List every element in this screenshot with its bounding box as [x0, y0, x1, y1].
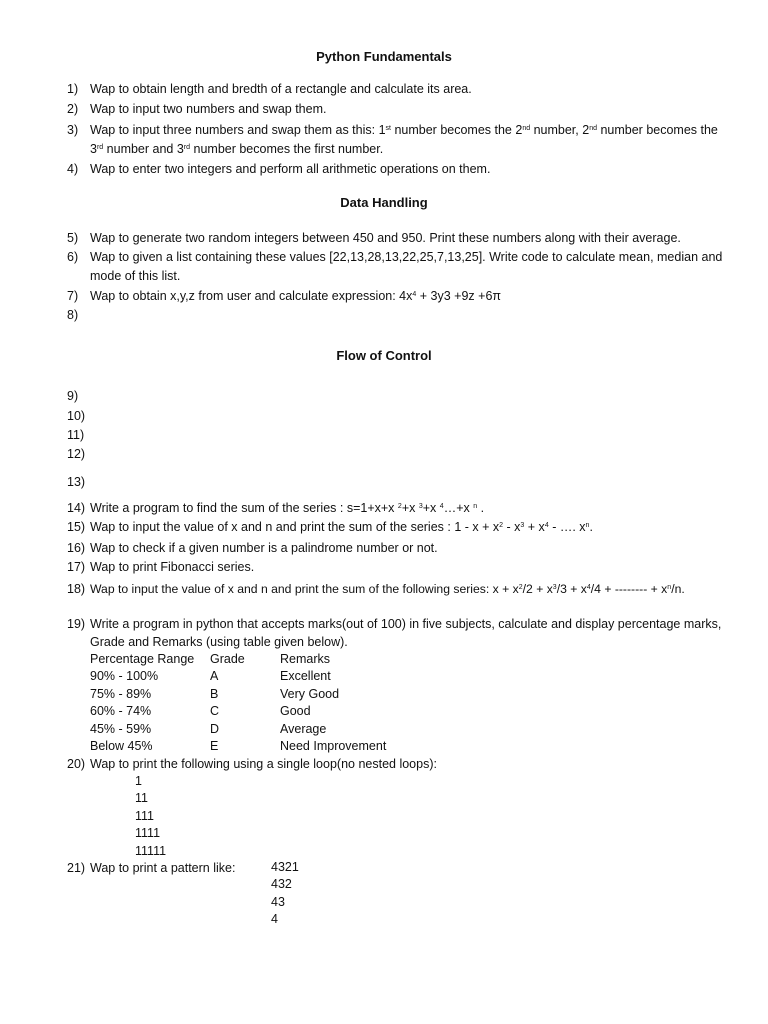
question-8-number: 8) — [67, 308, 79, 322]
question-number: 19) — [67, 617, 86, 631]
question-number: 17) — [67, 560, 86, 574]
table-cell: C — [210, 704, 220, 719]
question-18 — [67, 580, 757, 599]
question-text: Wap to input the value of x and n and print the sum of the following series: $x + x^2/2 + x^3/3 + x^4/4$ + -------- + $x^n/n$. — [90, 582, 685, 596]
question-text: Wap to obtain length and bredth of a rectangle and calculate its area. — [90, 82, 472, 96]
pattern-line: 1 — [135, 774, 142, 788]
question-text: Wap to generate two random integers between 450 and 950. Print these numbers along with their average. — [90, 231, 681, 245]
header-remarks: Remarks — [280, 652, 331, 666]
question-text: Wap to check if a given number is a palindrome number or not. — [90, 541, 438, 555]
question-text: Write a program to find the sum of the series : s=1+x+x $^2$+x $^3$+x $^4$…+x $^n$ . — [90, 501, 485, 515]
question-number: 2) — [67, 102, 79, 116]
question-3 — [67, 121, 727, 159]
header-grade: Grade — [210, 652, 245, 666]
pattern-21 — [271, 859, 299, 929]
question-1 — [67, 80, 727, 99]
pattern-line: 4 — [271, 912, 278, 927]
question-number: 3) — [67, 123, 79, 137]
question-number: 15) — [67, 520, 86, 534]
question-number: 6) — [67, 250, 79, 264]
table-cell: Excellent — [280, 669, 331, 684]
question-text: Wap to input the value of x and n and print the sum of the series : $1 - x + x^2 - x^3 + x^4$ - …. $x^n$. — [90, 520, 593, 534]
question-17 — [67, 558, 727, 577]
section-heading-python-fundamentals: Python Fundamentals — [316, 49, 452, 64]
table-cell: E — [210, 738, 219, 753]
question-text: Wap to enter two integers and perform all arithmetic operations on them. — [90, 162, 491, 176]
question-9-number: 9) — [67, 389, 79, 403]
question-text: Wap to print Fibonacci series. — [90, 560, 255, 574]
question-16 — [67, 539, 727, 558]
question-6 — [67, 248, 727, 286]
table-cell: A — [210, 669, 219, 684]
table-cell: Average — [280, 721, 327, 736]
table-cell: B — [210, 686, 219, 701]
section-heading-flow-of-control: Flow of Control — [336, 348, 432, 363]
question-text: Wap to print a pattern like: — [90, 861, 236, 875]
pattern-line: 1111 — [135, 826, 161, 841]
question-15 — [67, 518, 727, 537]
table-cell: Below 45% — [90, 738, 153, 753]
header-percentage-range: Percentage Range — [90, 652, 195, 666]
question-number: 21) — [67, 861, 86, 875]
question-number: 20) — [67, 757, 86, 771]
question-text: Wap to print the following using a single loop(no nested loops): — [90, 757, 437, 771]
question-7 — [67, 287, 727, 306]
pattern-line: 11 — [135, 791, 148, 806]
pattern-line: 11111 — [135, 843, 167, 858]
question-number: 7) — [67, 289, 79, 303]
question-21 — [67, 859, 727, 878]
question-12-number: 12) — [67, 447, 86, 461]
question-text: Wap to obtain x,y,z from user and calculate expression: $4x^4 + 3y3 +9z +6\pi$ — [90, 289, 502, 303]
question-number: 4) — [67, 162, 79, 176]
question-14 — [67, 499, 727, 518]
pattern-20 — [135, 773, 166, 860]
question-text: Wap to given a list containing these values [22,13,28,13,22,25,7,13,25]. Write code to calculate mean, median and mode of this list. — [90, 250, 723, 283]
question-number: 1) — [67, 82, 79, 96]
question-10-number: 10) — [67, 409, 86, 423]
question-11-number: 11) — [67, 428, 85, 442]
table-cell: 45% - 59% — [90, 721, 152, 736]
table-cell: Very Good — [280, 686, 340, 701]
question-number: 18) — [67, 582, 86, 596]
question-13-number: 13) — [67, 475, 86, 489]
table-cell: Good — [280, 704, 311, 719]
table-cell: 75% - 89% — [90, 686, 152, 701]
question-text: Write a program in python that accepts marks(out of 100) in five subjects, calculate and display percentage marks, Grade and Remarks (using table given below). — [90, 617, 722, 649]
question-19 — [67, 615, 727, 651]
pattern-line: 111 — [135, 808, 155, 823]
question-4 — [67, 160, 727, 179]
pattern-line: 43 — [271, 894, 285, 909]
table-cell: 60% - 74% — [90, 704, 152, 719]
question-5 — [67, 229, 727, 248]
table-cell: Need Improvement — [280, 738, 387, 753]
question-text: Wap to input three numbers and swap them as this: 1st number becomes the 2nd number, 2nd number becomes the 3rd number and 3rd number becomes the first number. — [90, 123, 718, 156]
pattern-line: 432 — [271, 877, 292, 892]
question-20 — [67, 755, 727, 774]
question-number: 16) — [67, 541, 86, 555]
section-heading-data-handling: Data Handling — [340, 195, 428, 210]
question-text: Wap to input two numbers and swap them. — [90, 102, 327, 116]
question-2 — [67, 100, 727, 119]
table-cell: 90% - 100% — [90, 669, 159, 684]
question-number: 14) — [67, 501, 86, 515]
question-number: 5) — [67, 231, 79, 245]
pattern-line: 4321 — [271, 860, 299, 874]
table-cell: D — [210, 721, 220, 736]
